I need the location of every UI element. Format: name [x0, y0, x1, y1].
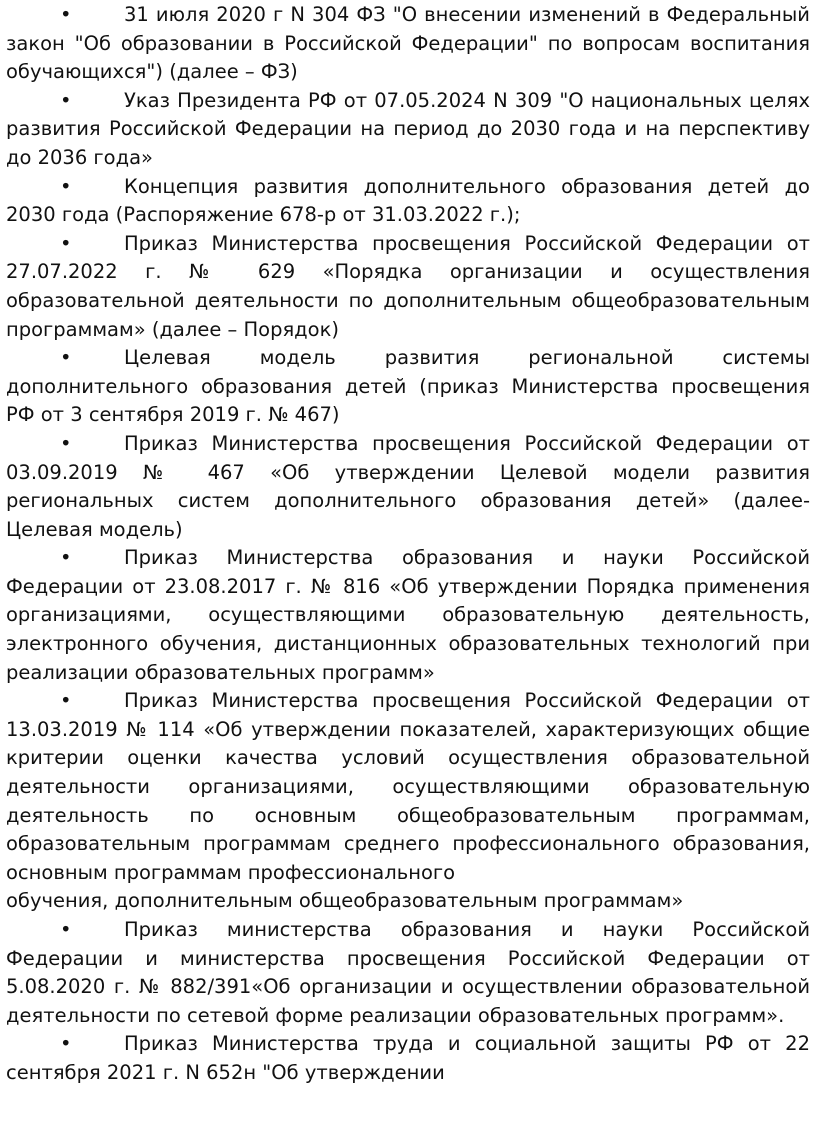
list-item: [6, 916, 810, 1030]
list-item-text-continuation: обучения, дополнительным общеобразовательным программам»: [6, 889, 684, 913]
bullet: •: [60, 1032, 72, 1056]
list-item: [6, 687, 810, 916]
list-item-text: Целевая модель развития региональной системы дополнительного образования детей (приказ Министерства просвещения РФ от 3 сентября 2019 г. № 467): [6, 346, 810, 427]
list-item-text: Концепция развития дополнительного образования детей до 2030 года (Распоряжение 678-р от 31.03.2022 г.);: [6, 174, 810, 227]
list-item-text: Приказ Министерства просвещения Российской Федерации от 27.07.2022 г. № 629 «Порядка организации и осуществления образовательной деятельности по дополнительным общеобразовательным программам» (далее – Порядок): [6, 231, 810, 341]
bullet: •: [60, 546, 72, 570]
list-item-text: Приказ министерства образования и науки Российской Федерации и министерства просвещения Российской Федерации от 5.08.2020 г. № 882/391«Об организации и осуществлении образовательной деятельности по сетевой форме реализации образовательных программ».: [6, 918, 810, 1027]
list-item: [6, 173, 810, 230]
list-item-text: Указ Президента РФ от 07.05.2024 N 309 "О национальных целях развития Российской Федерации на период до 2030 года и на перспективу до 2036 года»: [6, 88, 810, 169]
list-item-text: Приказ Министерства образования и науки Российской Федерации от 23.08.2017 г. № 816 «Об утверждении Порядка применения организациями, осуществляющими образовательную деятельность, электронного обучения, дистанционных образовательных технологий при реализации образовательных программ»: [6, 546, 810, 684]
bullet: •: [60, 918, 72, 941]
bullet: •: [60, 689, 72, 713]
list-item: [6, 230, 810, 344]
bullet: •: [60, 231, 72, 255]
list-item-text: Приказ Министерства труда и социальной защиты РФ от 22 сентября 2021 г. N 652н "Об утверждении: [6, 1032, 810, 1084]
list-item: [6, 544, 810, 687]
bullet: •: [60, 431, 72, 455]
list-item-text: Приказ Министерства просвещения Российской Федерации от 03.09.2019 № 467 «Об утверждении Целевой модели развития региональных систем дополнительного образования детей» (далее- Целевая модель): [6, 431, 810, 541]
list-item-text: Приказ Министерства просвещения Российской Федерации от 13.03.2019 № 114 «Об утверждении показателей, характеризующих общие критерии оценки качества условий осуществления образовательной деятельности организациями, осуществляющими образовательную деятельность по основным общеобразовательным программам, образовательным программам среднего профессионального образования, основным программам профессионального: [6, 689, 810, 884]
list-item: [6, 1030, 810, 1087]
list-item: [6, 344, 810, 430]
list-item: [6, 1, 810, 87]
list-item: [6, 87, 810, 173]
list-item: [6, 430, 810, 544]
bullet: •: [60, 174, 72, 198]
list-item-text: 31 июля 2020 г N 304 ФЗ "О внесении изменений в Федеральный закон "Об образовании в Российской Федерации" по вопросам воспитания обучающихся") (далее – ФЗ): [6, 3, 810, 84]
bullet: •: [60, 88, 72, 112]
bullet: •: [60, 3, 72, 26]
bullet: •: [60, 346, 72, 370]
